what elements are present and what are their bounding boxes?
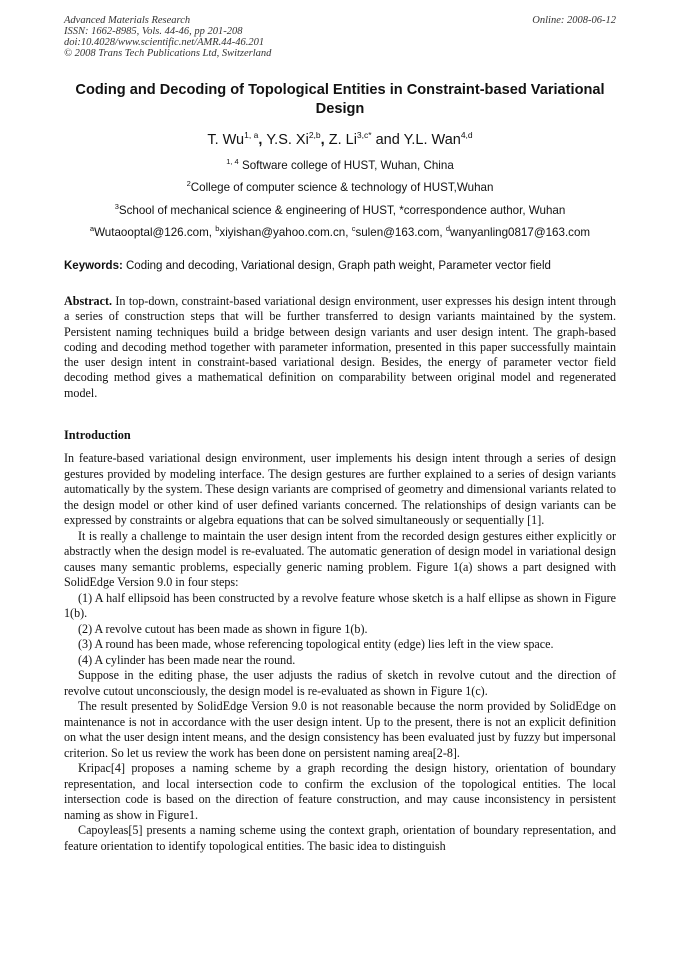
author-3: Z. Li	[328, 131, 357, 148]
author-2: Y.S. Xi	[266, 131, 309, 148]
journal-header	[64, 15, 616, 59]
email-b-sup: b	[215, 224, 220, 233]
author-4-sup: 4,d	[460, 130, 473, 140]
affiliation-1	[64, 157, 616, 172]
journal-name: Advanced Materials Research	[64, 15, 191, 26]
affiliation-2-sup: 2	[186, 179, 191, 188]
section-heading-introduction: Introduction	[64, 428, 131, 442]
list-item: (1) A half ellipsoid has been constructed by a revolve feature whose sketch is a half ellipse as shown in Figure 1(b).	[64, 590, 616, 620]
affiliation-3	[64, 202, 616, 217]
affiliation-3-text: School of mechanical science & engineering of HUST, *correspondence author, Wuhan	[118, 203, 566, 217]
keywords-text: Coding and decoding, Variational design, Graph path weight, Parameter vector field	[126, 260, 551, 272]
affiliation-2-text: College of computer science & technology of HUST,Wuhan	[190, 180, 494, 194]
author-list: T. Wu$^{1, a}$, Y.S. Xi$^{2,b}$, Z. $Li^{3,c*}$ and Y.L. Wan$^{4,d}$	[207, 130, 473, 148]
keywords	[64, 260, 616, 272]
email-d-sup: d	[445, 224, 451, 233]
email-b: xiyishan@yahoo.com.cn,	[219, 225, 349, 239]
affiliation-2	[64, 179, 616, 194]
paragraph: It is really a challenge to maintain the user design intent from the recorded design gestures either explicitly or abstractly when the design model is re-evaluated. The automatic generation of design model in variational design causes many semantic problems, especially generic naming problem. Figure 1(a) shows a part designed with SolidEdge Version 9.0 in four steps:	[64, 528, 616, 589]
paragraph: Suppose in the editing phase, the user adjusts the radius of sketch in revolve cutout and the direction of revolve cutout unconsciously, the design model is re-evaluated as shown in Figure 1(c).	[64, 668, 616, 698]
online-date: Online: 2008-06-12	[532, 15, 616, 26]
author-3-sup: 3,c*	[356, 130, 372, 140]
author-1: T. Wu	[207, 131, 245, 148]
author-and: and	[375, 131, 400, 148]
abstract-label: Abstract.	[64, 294, 113, 308]
introduction-body	[64, 451, 616, 854]
list-item: (4) A cylinder has been made near the round.	[78, 652, 296, 667]
email-c: sulen@163.com,	[355, 225, 443, 239]
list-item: (2) A revolve cutout has been made as shown in figure 1(b).	[78, 621, 368, 636]
affiliation-1-sup: 1, 4	[226, 157, 239, 166]
paragraph: Capoyleas[5] presents a naming scheme using the context graph, orientation of boundary representation, and feature orientation to identify topological entities. The basic idea to distinguish	[64, 823, 616, 853]
affiliation-1-text: Software college of HUST, Wuhan, China	[241, 158, 454, 172]
author-2-sup: 2,b	[308, 130, 321, 140]
issn: ISSN: 1662-8985, Vols. 44-46, pp 201-208	[64, 26, 243, 37]
affiliation-3-sup: 3	[114, 202, 119, 211]
email-a: Wutaooptal@126.com,	[94, 225, 212, 239]
paragraph: In feature-based variational design environment, user implements his design intent through a series of design gestures provided by modeling interface. The design gestures are further explained to a series of design variants automatically by the system. These design variants are comprised of geometry and dimensional variants related to the design model or other kind of user defined variants concerned. The relationships of design variants can be expressed by constraints or algebra equations that can be solved simultaneously or sequentially [1].	[64, 451, 616, 527]
doi: doi:10.4028/www.scientific.net/AMR.44-46.201	[64, 37, 265, 48]
author-1-sup: 1, a	[244, 130, 259, 140]
keywords-label: Keywords:	[64, 260, 123, 272]
paragraph: The result presented by SolidEdge Version 9.0 is not reasonable because the norm provided by SolidEdge on maintenance is not in accordance with the user design intent. Up to the present, there is not an explicit definition on what the user design intent means, and the design consistency has been evaluated just by fuzzy but impersonal criterion. So let us review the work has been done on persistent naming area[2-8].	[64, 699, 616, 760]
email-a-sup: a	[89, 224, 95, 233]
author-4: Y.L. Wan	[403, 131, 461, 148]
paper-title: Coding and Decoding of Topological Entities in Constraint-based Variational Design	[75, 82, 605, 117]
email-d: wanyanling0817@163.com	[450, 225, 591, 239]
abstract	[64, 294, 616, 401]
email-c-sup: c	[351, 224, 356, 233]
paragraph: Kripac[4] proposes a naming scheme by a graph recording the design history, orientation of boundary representation, and local intersection code to confirm the exclusion of the topological entities. The local intersection code is based on the direction of feature construction, and may cause inconsistency in persistent naming as show in Figure1.	[64, 761, 616, 822]
list-item: (3) A round has been made, whose referencing topological entity (edge) lies left in the view space.	[78, 637, 554, 651]
abstract-text: In top-down, constraint-based variational design environment, user expresses his design intent through a series of construction steps that will be further transferred to design variants maintained by the system. Persistent naming techniques build a bridge between design variants and user design intent. The graph-based coding and decoding method together with parameter information, presented in this paper successfully maintain the user design intent in constraint-based variational design. Besides, the energy of parameter vector field decoding method gives a mathematical definition on comparability between original model and regenerated model.	[64, 294, 616, 400]
email-list	[64, 224, 616, 239]
copyright: © 2008 Trans Tech Publications Ltd, Switzerland	[64, 48, 272, 59]
